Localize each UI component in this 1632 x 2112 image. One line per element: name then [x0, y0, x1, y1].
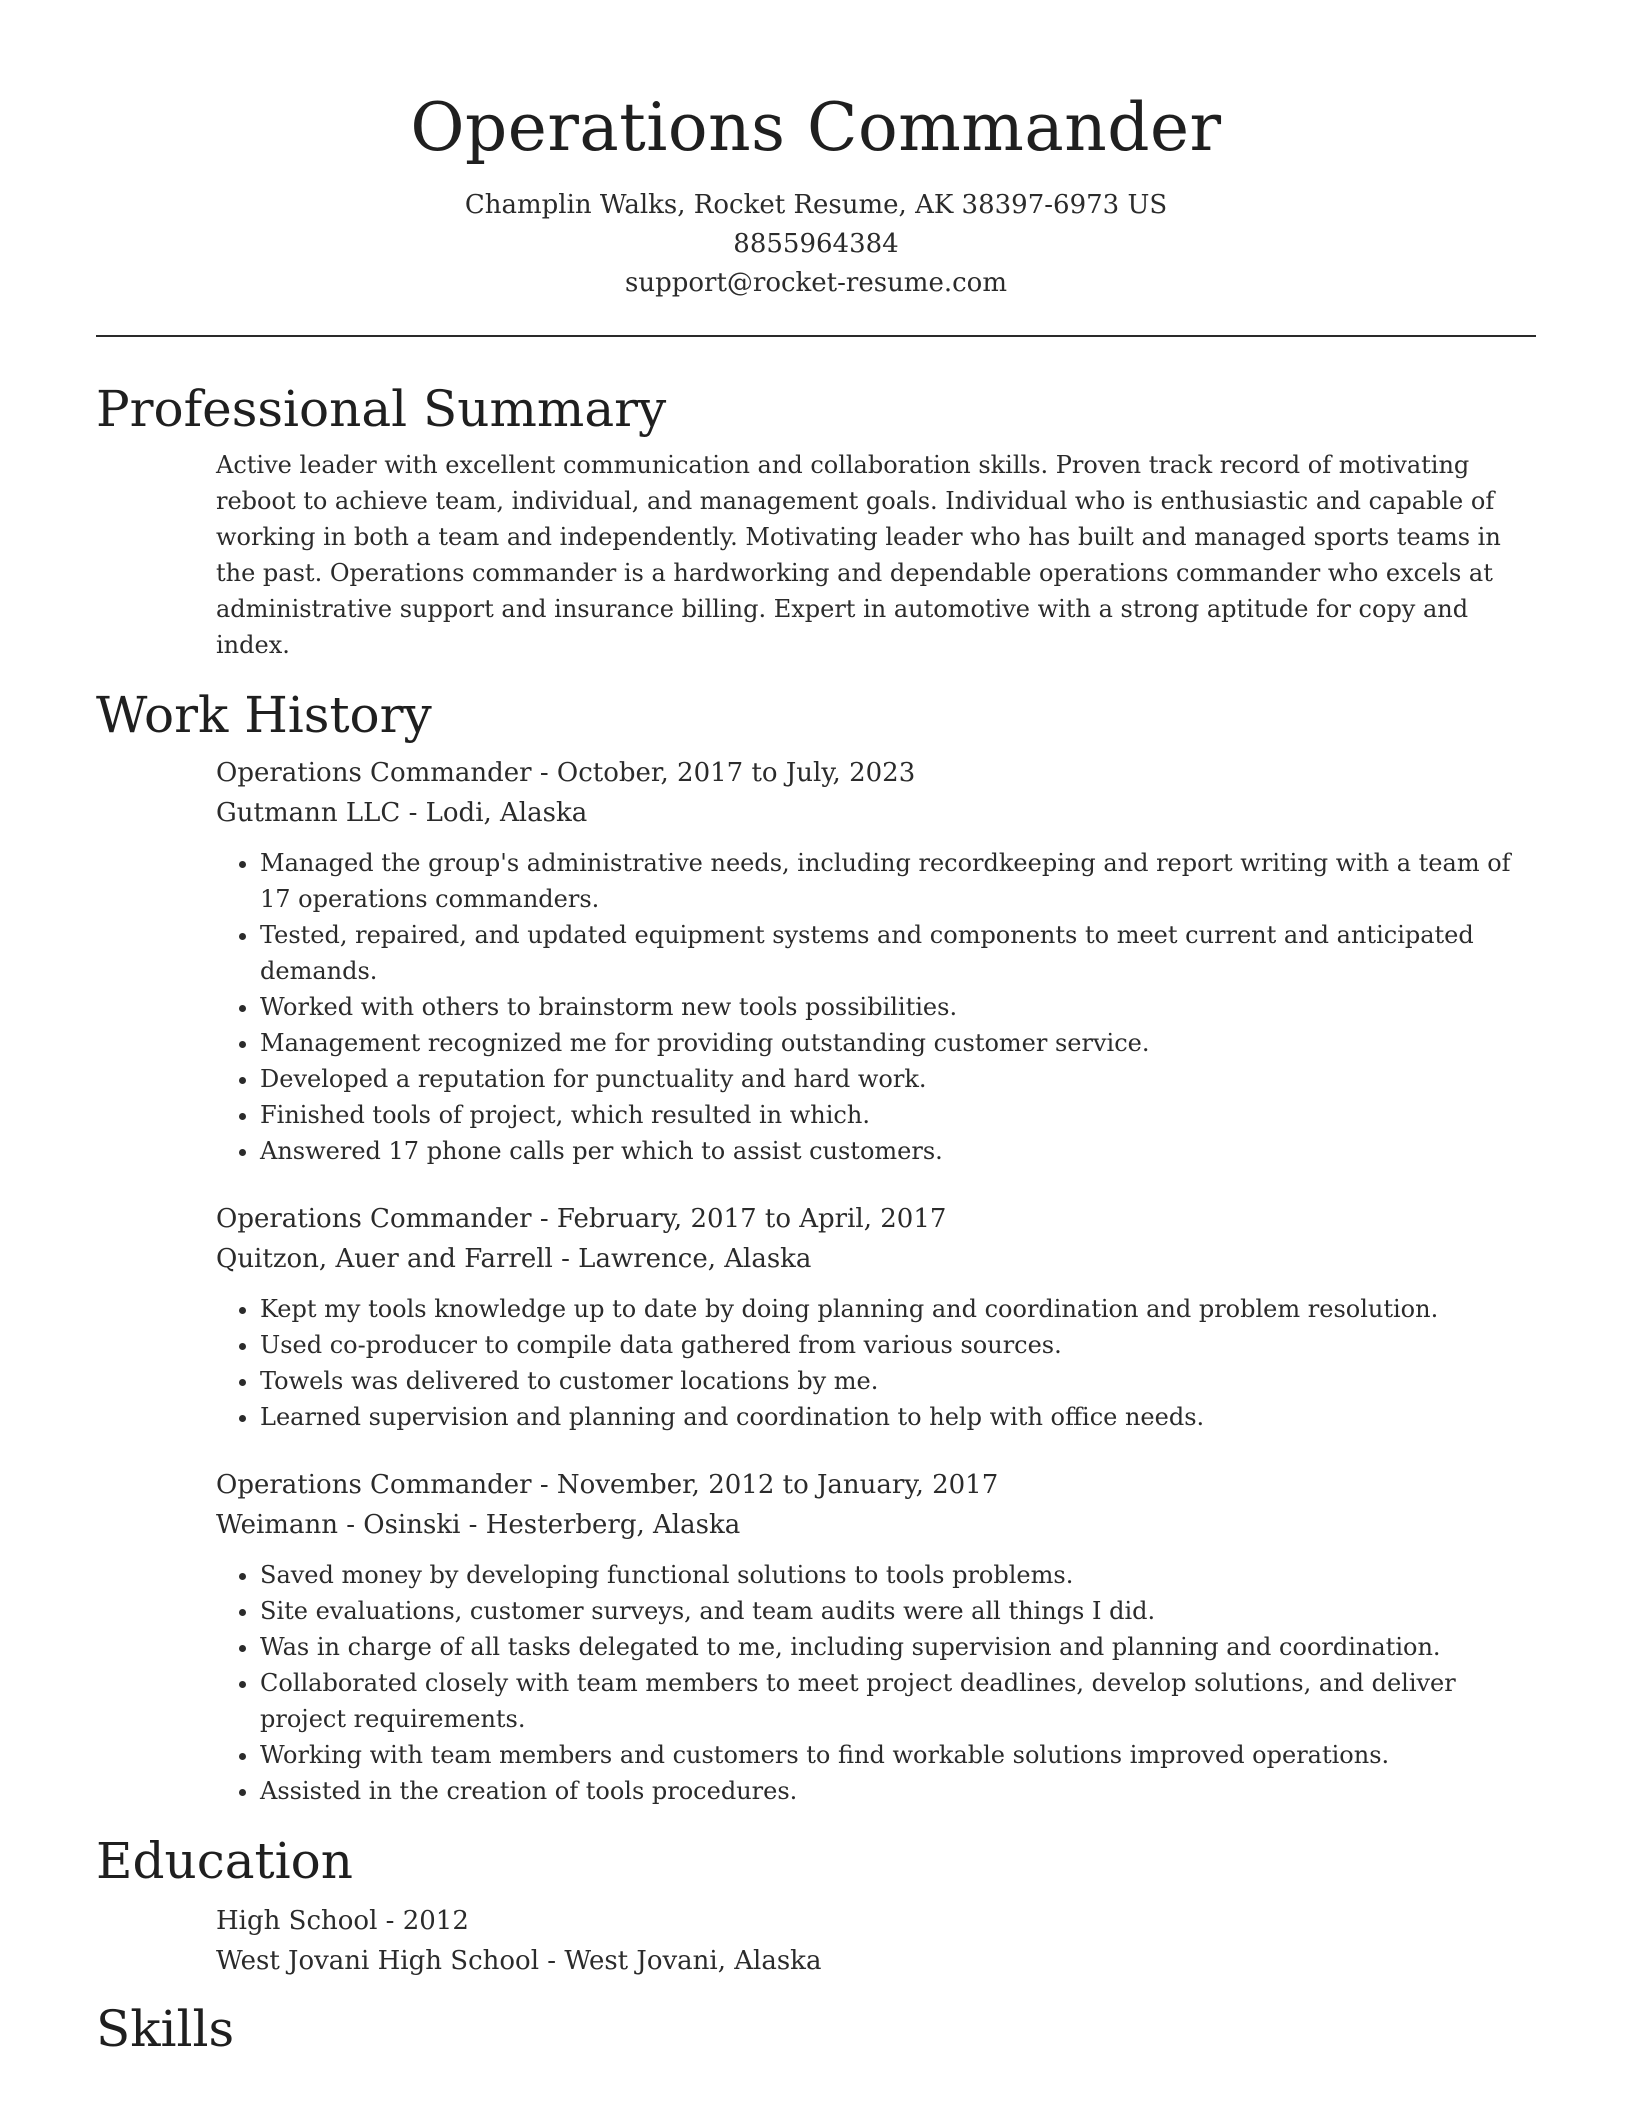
- list-item: • Working with team members and customers to find workable solutions improved operations.: [260, 1737, 1536, 1773]
- list-item: • Towels was delivered to customer locations by me.: [260, 1363, 1536, 1399]
- address: Champlin Walks, Rocket Resume, AK 38397-6973 US: [464, 190, 1168, 220]
- resume-page: [96, 0, 1536, 2059]
- job-role: Operations Commander: [216, 1470, 532, 1500]
- job-location: - Hesterberg, Alaska: [460, 1510, 741, 1540]
- job-location: - Lodi, Alaska: [400, 798, 588, 828]
- education-degree-line: [216, 1901, 1536, 1941]
- job-company: Weimann - Osinski: [216, 1510, 461, 1540]
- list-item: • Kept my tools knowledge up to date by doing planning and coordination and problem resolution.: [260, 1291, 1536, 1327]
- email-address: support@rocket-resume.com: [624, 268, 1007, 298]
- job-bullets: [216, 1557, 1536, 1809]
- list-item: • Managed the group's administrative needs, including recordkeeping and report writing with a team of 17 operations commanders.: [260, 845, 1536, 917]
- job-entry: [216, 753, 1536, 1169]
- list-item: • Management recognized me for providing outstanding customer service.: [260, 1025, 1536, 1061]
- education-school: West Jovani High School: [216, 1946, 540, 1976]
- education-degree: High School: [216, 1906, 378, 1936]
- job-entry: [216, 1199, 1536, 1435]
- education-location: - West Jovani, Alaska: [539, 1946, 822, 1976]
- phone-number: 8855964384: [733, 229, 899, 259]
- job-entry: [216, 1465, 1536, 1809]
- list-item: • Learned supervision and planning and coordination to help with office needs.: [260, 1399, 1536, 1435]
- job-role: Operations Commander: [216, 1204, 532, 1234]
- skills-section: [96, 1999, 1536, 2059]
- job-title-line: [216, 1465, 1536, 1505]
- education-year: - 2012: [377, 1906, 469, 1936]
- list-item: • Developed a reputation for punctuality and hard work.: [260, 1061, 1536, 1097]
- job-company: Gutmann LLC: [216, 798, 401, 828]
- job-dates: - February, 2017 to April, 2017: [531, 1204, 947, 1234]
- resume-header: [96, 0, 1536, 303]
- list-item: • Tested, repaired, and updated equipment systems and components to meet current and anticipated demands.: [260, 917, 1536, 989]
- list-item: • Was in charge of all tasks delegated to me, including supervision and planning and coordination.: [260, 1629, 1536, 1665]
- list-item: • Worked with others to brainstorm new tools possibilities.: [260, 989, 1536, 1025]
- job-bullets: [216, 845, 1536, 1169]
- candidate-name: Operations Commander: [410, 89, 1222, 166]
- work-history-title: Work History: [96, 686, 432, 744]
- list-item: • Answered 17 phone calls per which to assist customers.: [260, 1133, 1536, 1169]
- list-item: • Site evaluations, customer surveys, and team audits were all things I did.: [260, 1593, 1536, 1629]
- job-company-line: [216, 1239, 1536, 1279]
- work-history-section: [96, 685, 1536, 1809]
- summary-section: [96, 379, 1536, 663]
- job-location: - Lawrence, Alaska: [552, 1244, 812, 1274]
- education-school-line: [216, 1941, 1536, 1981]
- list-item: • Finished tools of project, which resulted in which.: [260, 1097, 1536, 1133]
- job-dates: - October, 2017 to July, 2023: [531, 758, 916, 788]
- job-title-line: [216, 753, 1536, 793]
- job-bullets: [216, 1291, 1536, 1435]
- list-item: • Assisted in the creation of tools procedures.: [260, 1773, 1536, 1809]
- header-divider: [96, 335, 1536, 337]
- summary-text: Active leader with excellent communication and collaboration skills. Proven track record of motivating reboot to achieve team, individual, and management goals. Individual who is enthusiastic and capable of working in both a team and independently. Motivating leader who has built and managed sports teams in the past. Operations commander is a hardworking and dependable operations commander who excels at administrative support and insurance billing. Expert in automotive with a strong aptitude for copy and index.: [216, 451, 1501, 659]
- summary-title: Professional Summary: [96, 380, 667, 438]
- list-item: • Collaborated closely with team members to meet project deadlines, develop solutions, and deliver project requirements.: [260, 1665, 1536, 1737]
- job-company-line: [216, 1505, 1536, 1545]
- education-title: Education: [96, 1832, 353, 1890]
- skills-title: Skills: [96, 2000, 235, 2058]
- job-company: Quitzon, Auer and Farrell: [216, 1244, 553, 1274]
- job-role: Operations Commander: [216, 758, 532, 788]
- list-item: • Saved money by developing functional solutions to tools problems.: [260, 1557, 1536, 1593]
- education-section: [96, 1831, 1536, 1981]
- list-item: • Used co-producer to compile data gathered from various sources.: [260, 1327, 1536, 1363]
- job-company-line: [216, 793, 1536, 833]
- job-dates: - November, 2012 to January, 2017: [531, 1470, 999, 1500]
- contact-info: [96, 186, 1536, 303]
- job-title-line: [216, 1199, 1536, 1239]
